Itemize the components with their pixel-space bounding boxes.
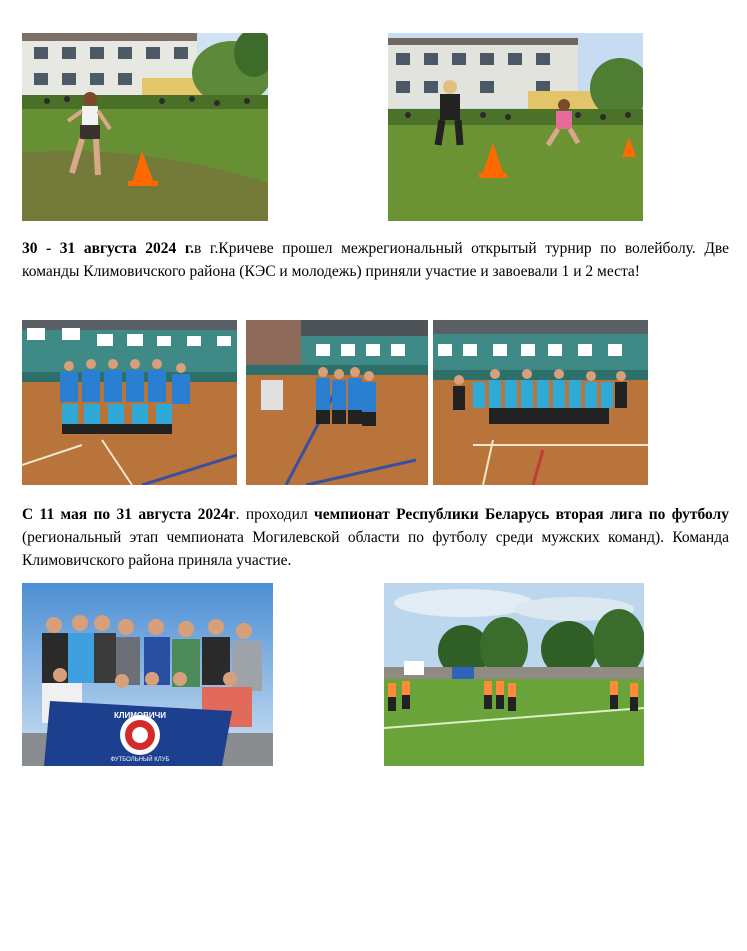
paragraph-2-championship: чемпионат Республики Беларусь вторая лига по футболу xyxy=(314,506,729,523)
photo-outdoor-relay-2 xyxy=(388,33,643,221)
photo-volleyball-team-2 xyxy=(246,320,428,485)
photo-volleyball-team-1 xyxy=(22,320,237,485)
flag-bottom-text: ФУТБОЛЬНЫЙ КЛУБ xyxy=(110,757,170,763)
paragraph-1-text: в г.Кричеве прошел межрегиональный открытый турнир по волейболу. Две команды Климовичского района (КЭС и молодежь) приняли участие и завоевали 1 и 2 места! xyxy=(22,240,729,280)
paragraph-football-championship xyxy=(22,503,729,572)
paragraph-2-dates: С 11 мая по 31 августа 2024г xyxy=(22,506,236,523)
paragraph-1-date: 30 - 31 августа 2024 г. xyxy=(22,240,195,257)
paragraph-2-text-2: (региональный этап чемпионата Могилевской области по футболу среди мужских команд). Команда Климовичского района приняла участие. xyxy=(22,529,729,569)
paragraph-volleyball-tournament xyxy=(22,237,729,283)
paragraph-2-text-1: . проходил xyxy=(235,506,315,523)
photo-volleyball-team-3 xyxy=(433,320,648,485)
photo-outdoor-relay-1 xyxy=(22,33,268,221)
flag-top-text: КЛИМОВИЧИ xyxy=(113,711,167,720)
photo-football-match xyxy=(384,583,644,766)
photo-football-team xyxy=(22,583,273,766)
